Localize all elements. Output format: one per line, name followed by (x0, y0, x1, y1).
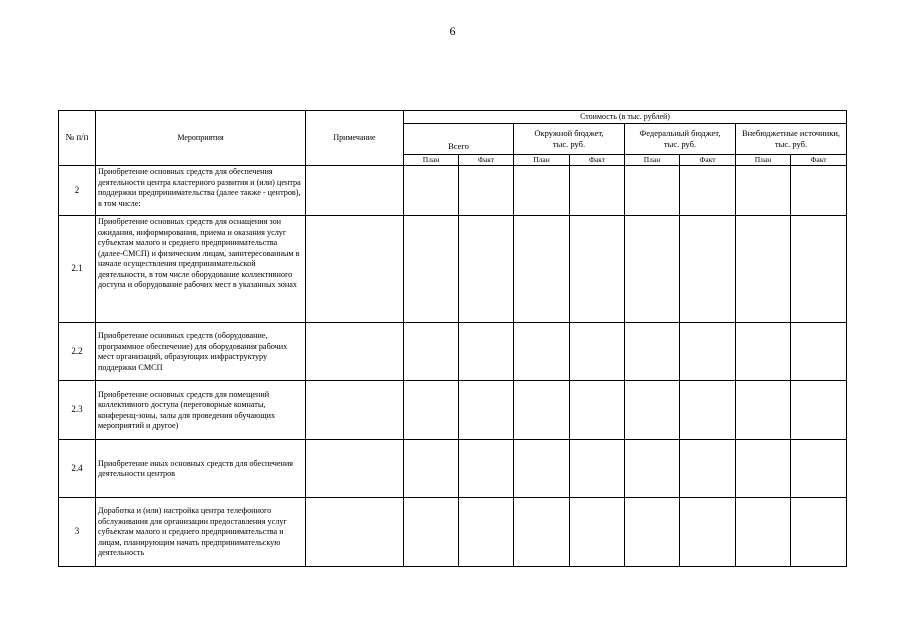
page-number: 6 (449, 24, 456, 38)
value-cell (570, 440, 625, 498)
value-cell (791, 216, 847, 323)
value-cell (570, 323, 625, 381)
header-plan: План (404, 155, 459, 166)
header-federal-budget: Федеральный бюджет, тыс. руб. (625, 124, 736, 155)
value-cell (570, 166, 625, 216)
value-cell (459, 381, 514, 440)
value-cell (791, 440, 847, 498)
row-number: 2.4 (59, 440, 96, 498)
note-cell (306, 498, 404, 567)
value-cell (680, 498, 736, 567)
value-cell (514, 498, 570, 567)
header-number: № п/п (59, 111, 96, 166)
note-cell (306, 381, 404, 440)
value-cell (459, 498, 514, 567)
header-plan: План (736, 155, 791, 166)
value-cell (404, 323, 459, 381)
row-number: 2.3 (59, 381, 96, 440)
value-cell (404, 498, 459, 567)
header-note: Примечание (306, 111, 404, 166)
value-cell (736, 440, 791, 498)
row-activity: Приобретение основных средств для помещений коллективного доступа (переговорные комнаты, конференц-зоны, залы для проведения обучающих мероприятий и другое) (96, 381, 306, 440)
value-cell (404, 166, 459, 216)
value-cell (791, 498, 847, 567)
value-cell (625, 381, 680, 440)
value-cell (791, 323, 847, 381)
row-number: 3 (59, 498, 96, 567)
value-cell (736, 216, 791, 323)
row-activity: Приобретение иных основных средств для обеспечения деятельности центров (96, 440, 306, 498)
value-cell (680, 440, 736, 498)
value-cell (570, 216, 625, 323)
header-fact: Факт (570, 155, 625, 166)
table-row (59, 498, 847, 567)
table-row (59, 381, 847, 440)
value-cell (570, 498, 625, 567)
value-cell (680, 381, 736, 440)
row-activity: Приобретение основных средств (оборудование, программное обеспечение) для оборудования рабочих мест организаций, образующих инфраструктуру поддержки СМСП (96, 323, 306, 381)
value-cell (625, 440, 680, 498)
value-cell (625, 498, 680, 567)
value-cell (459, 216, 514, 323)
header-fact: Факт (680, 155, 736, 166)
note-cell (306, 323, 404, 381)
row-number: 2.2 (59, 323, 96, 381)
value-cell (459, 440, 514, 498)
value-cell (625, 216, 680, 323)
value-cell (680, 216, 736, 323)
table-row (59, 323, 847, 381)
value-cell (791, 381, 847, 440)
value-cell (514, 166, 570, 216)
table-row (59, 166, 847, 216)
header-activities: Мероприятия (96, 111, 306, 166)
value-cell (404, 440, 459, 498)
value-cell (736, 381, 791, 440)
header-cost: Стоимость (в тыс. рублей) (404, 111, 847, 124)
value-cell (680, 323, 736, 381)
note-cell (306, 216, 404, 323)
note-cell (306, 440, 404, 498)
table-row (59, 216, 847, 323)
value-cell (736, 323, 791, 381)
value-cell (736, 166, 791, 216)
header-plan: План (514, 155, 570, 166)
header-district-budget: Окружной бюджет, тыс. руб. (514, 124, 625, 155)
activities-table (58, 110, 847, 567)
header-total: Всего (404, 124, 514, 155)
value-cell (625, 323, 680, 381)
value-cell (625, 166, 680, 216)
row-activity: Доработка и (или) настройка центра телефонного обслуживания для организации предоставления услуг субъектам малого и среднего предпринимательства и лицам, планирующим начать предпринимательскую деятельность (96, 498, 306, 567)
row-activity: Приобретение основных средств для оснащения зон ожидания, информирования, приема и оказания услуг субъектам малого и среднего предпринимательства (далее-СМСП) и физическим лицам, заинтересованным в начале осуществления предпринимательской деятельности, в том числе оборудование коллективного доступа и оборудование рабочих мест в указанных зонах (96, 216, 306, 323)
value-cell (459, 323, 514, 381)
header-fact: Факт (459, 155, 514, 166)
row-number: 2 (59, 166, 96, 216)
value-cell (736, 498, 791, 567)
header-fact: Факт (791, 155, 847, 166)
value-cell (404, 216, 459, 323)
row-number: 2.1 (59, 216, 96, 323)
value-cell (514, 216, 570, 323)
value-cell (514, 323, 570, 381)
header-extra-budget: Внебюджетные источники, тыс. руб. (736, 124, 847, 155)
value-cell (514, 440, 570, 498)
header-plan: План (625, 155, 680, 166)
value-cell (680, 166, 736, 216)
value-cell (459, 166, 514, 216)
table-row (59, 440, 847, 498)
note-cell (306, 166, 404, 216)
value-cell (514, 381, 570, 440)
value-cell (404, 381, 459, 440)
value-cell (791, 166, 847, 216)
row-activity: Приобретение основных средств для обеспечения деятельности центра кластерного развития и (или) центра поддержки предпринимательства (далее также - центров), в том числе: (96, 166, 306, 216)
value-cell (570, 381, 625, 440)
